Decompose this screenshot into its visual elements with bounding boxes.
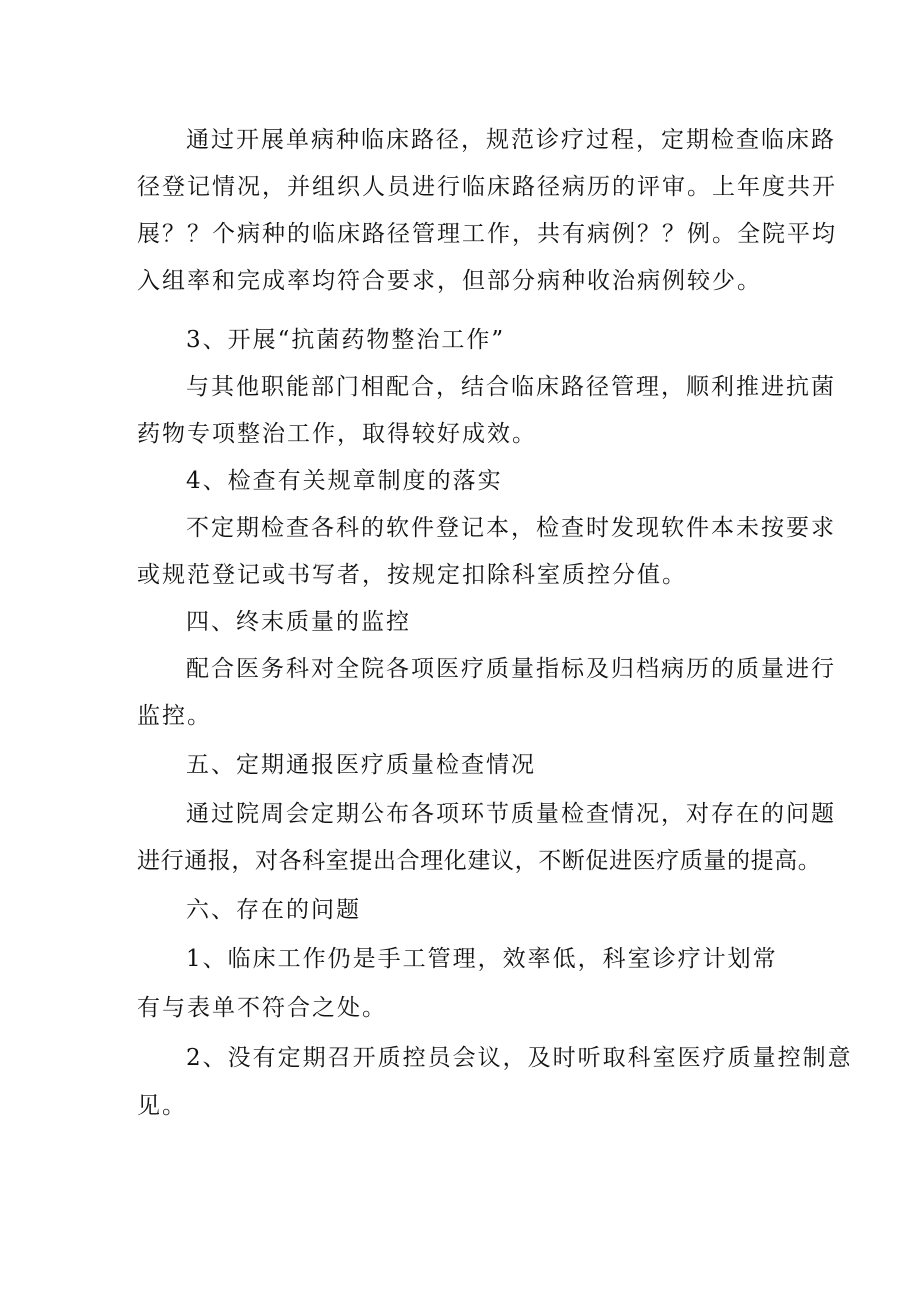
paragraph-line: 药物专项整治工作，取得较好成效。 [137, 421, 537, 447]
paragraph-line: 1、临床工作仍是手工管理，效率低，科室诊疗计划常 [186, 946, 778, 972]
paragraph-line: 径登记情况，并组织人员进行临床路径病历的评审。上年度共开 [137, 174, 837, 200]
section-heading: 3、开展“抗菌药物整治工作” [186, 327, 506, 353]
paragraph-line: 监控。 [137, 703, 212, 729]
paragraph-line: 与其他职能部门相配合，结合临床路径管理，顺利推进抗菌 [186, 374, 836, 400]
paragraph-line: 2、没有定期召开质控员会议，及时听取科室医疗质量控制意 [186, 1045, 853, 1071]
paragraph-line: 配合医务科对全院各项医疗质量指标及归档病历的质量进行 [186, 656, 836, 682]
section-heading: 六、存在的问题 [186, 897, 361, 923]
paragraph-line: 通过院周会定期公布各项环节质量检查情况，对存在的问题 [186, 801, 836, 827]
paragraph-line: 不定期检查各科的软件登记本，检查时发现软件本未按要求 [186, 515, 836, 541]
section-heading: 五、定期通报医疗质量检查情况 [186, 752, 536, 778]
paragraph-line: 有与表单不符合之处。 [137, 995, 387, 1021]
paragraph-line: 通过开展单病种临床路径，规范诊疗过程，定期检查临床路 [186, 127, 836, 153]
section-heading: 四、终末质量的监控 [186, 609, 411, 635]
paragraph-line: 或规范登记或书写者，按规定扣除科室质控分值。 [137, 562, 687, 588]
paragraph-line: 见。 [137, 1093, 187, 1119]
paragraph-line: 进行通报，对各科室提出合理化建议，不断促进医疗质量的提高。 [137, 848, 822, 874]
paragraph-line: 入组率和完成率均符合要求，但部分病种收治病例较少。 [137, 268, 762, 294]
paragraph-line: 展？？个病种的临床路径管理工作，共有病例？？例。全院平均 [137, 221, 837, 247]
section-heading: 4、检查有关规章制度的落实 [186, 468, 503, 494]
